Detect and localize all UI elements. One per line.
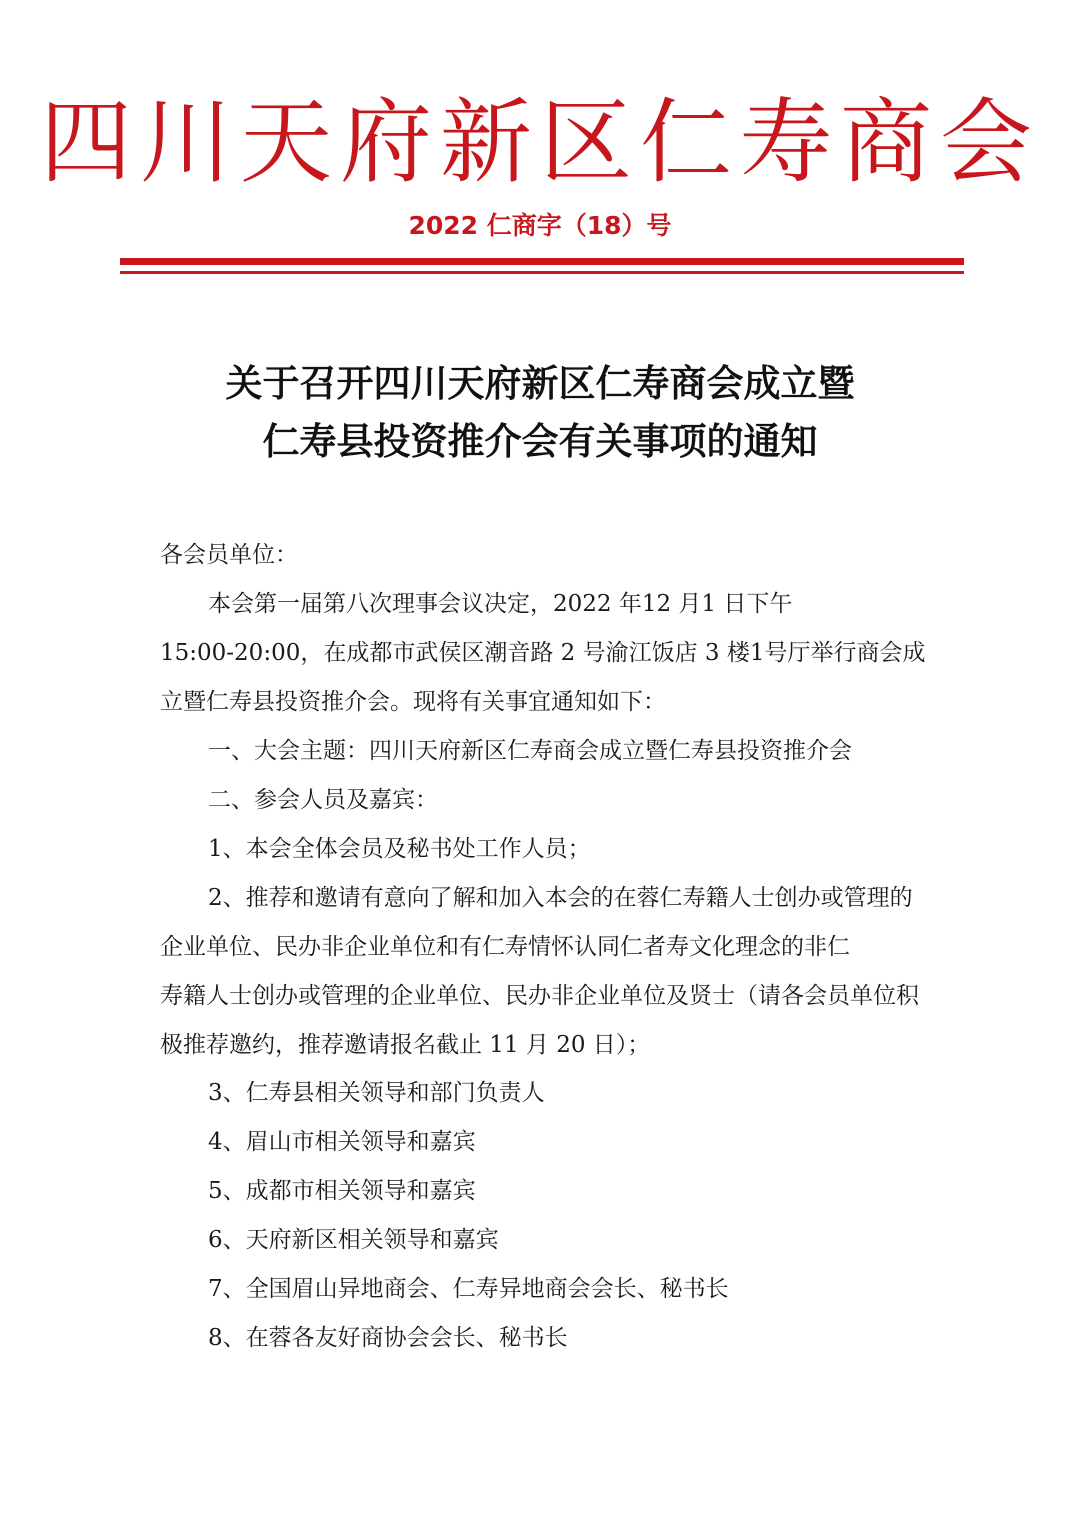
attendee-item-1: 1、本会全体会员及秘书处工作人员； <box>208 836 591 862</box>
attendees-heading: 二、参会人员及嘉宾： <box>208 787 438 813</box>
meeting-theme: 一、大会主题：四川天府新区仁寿商会成立暨仁寿县投资推介会 <box>208 738 852 764</box>
attendee-item-7: 7、全国眉山异地商会、仁寿异地商会会长、秘书长 <box>208 1276 729 1302</box>
red-divider-thin <box>120 271 964 274</box>
attendee-item-6: 6、天府新区相关领导和嘉宾 <box>208 1227 499 1253</box>
red-divider-thick <box>120 258 964 265</box>
attendee-item-2-line-3: 寿籍人士创办或管理的企业单位、民办非企业单位及贤士（请各会员单位积 <box>160 983 919 1009</box>
attendee-item-2-line-1: 2、推荐和邀请有意向了解和加入本会的在蓉仁寿籍人士创办或管理的 <box>208 885 913 911</box>
attendee-item-8: 8、在蓉各友好商协会会长、秘书长 <box>208 1325 568 1351</box>
notice-title-line-1: 关于召开四川天府新区仁寿商会成立暨 <box>225 362 855 405</box>
intro-line-1: 本会第一届第八次理事会议决定，2022 年12 月1 日下午 <box>208 591 793 617</box>
attendee-item-4: 4、眉山市相关领导和嘉宾 <box>208 1129 476 1155</box>
document-number: 2022 仁商字（18）号 <box>408 211 672 240</box>
salutation: 各会员单位： <box>160 542 298 568</box>
intro-line-2: 15:00-20:00，在成都市武侯区潮音路 2 号渝江饭店 3 楼1号厅举行商会成 <box>160 640 926 666</box>
attendee-item-2-line-4: 极推荐邀约，推荐邀请报名截止 11 月 20 日）； <box>160 1032 651 1058</box>
organization-name-header: 四川天府新区仁寿商会 <box>39 89 1040 196</box>
attendee-item-2-line-2: 企业单位、民办非企业单位和有仁寿情怀认同仁者寿文化理念的非仁 <box>160 934 850 960</box>
intro-line-3: 立暨仁寿县投资推介会。现将有关事宜通知如下： <box>160 689 666 715</box>
attendee-item-5: 5、成都市相关领导和嘉宾 <box>208 1178 476 1204</box>
attendee-item-3: 3、仁寿县相关领导和部门负责人 <box>208 1080 545 1106</box>
notice-title-line-2: 仁寿县投资推介会有关事项的通知 <box>262 420 818 463</box>
